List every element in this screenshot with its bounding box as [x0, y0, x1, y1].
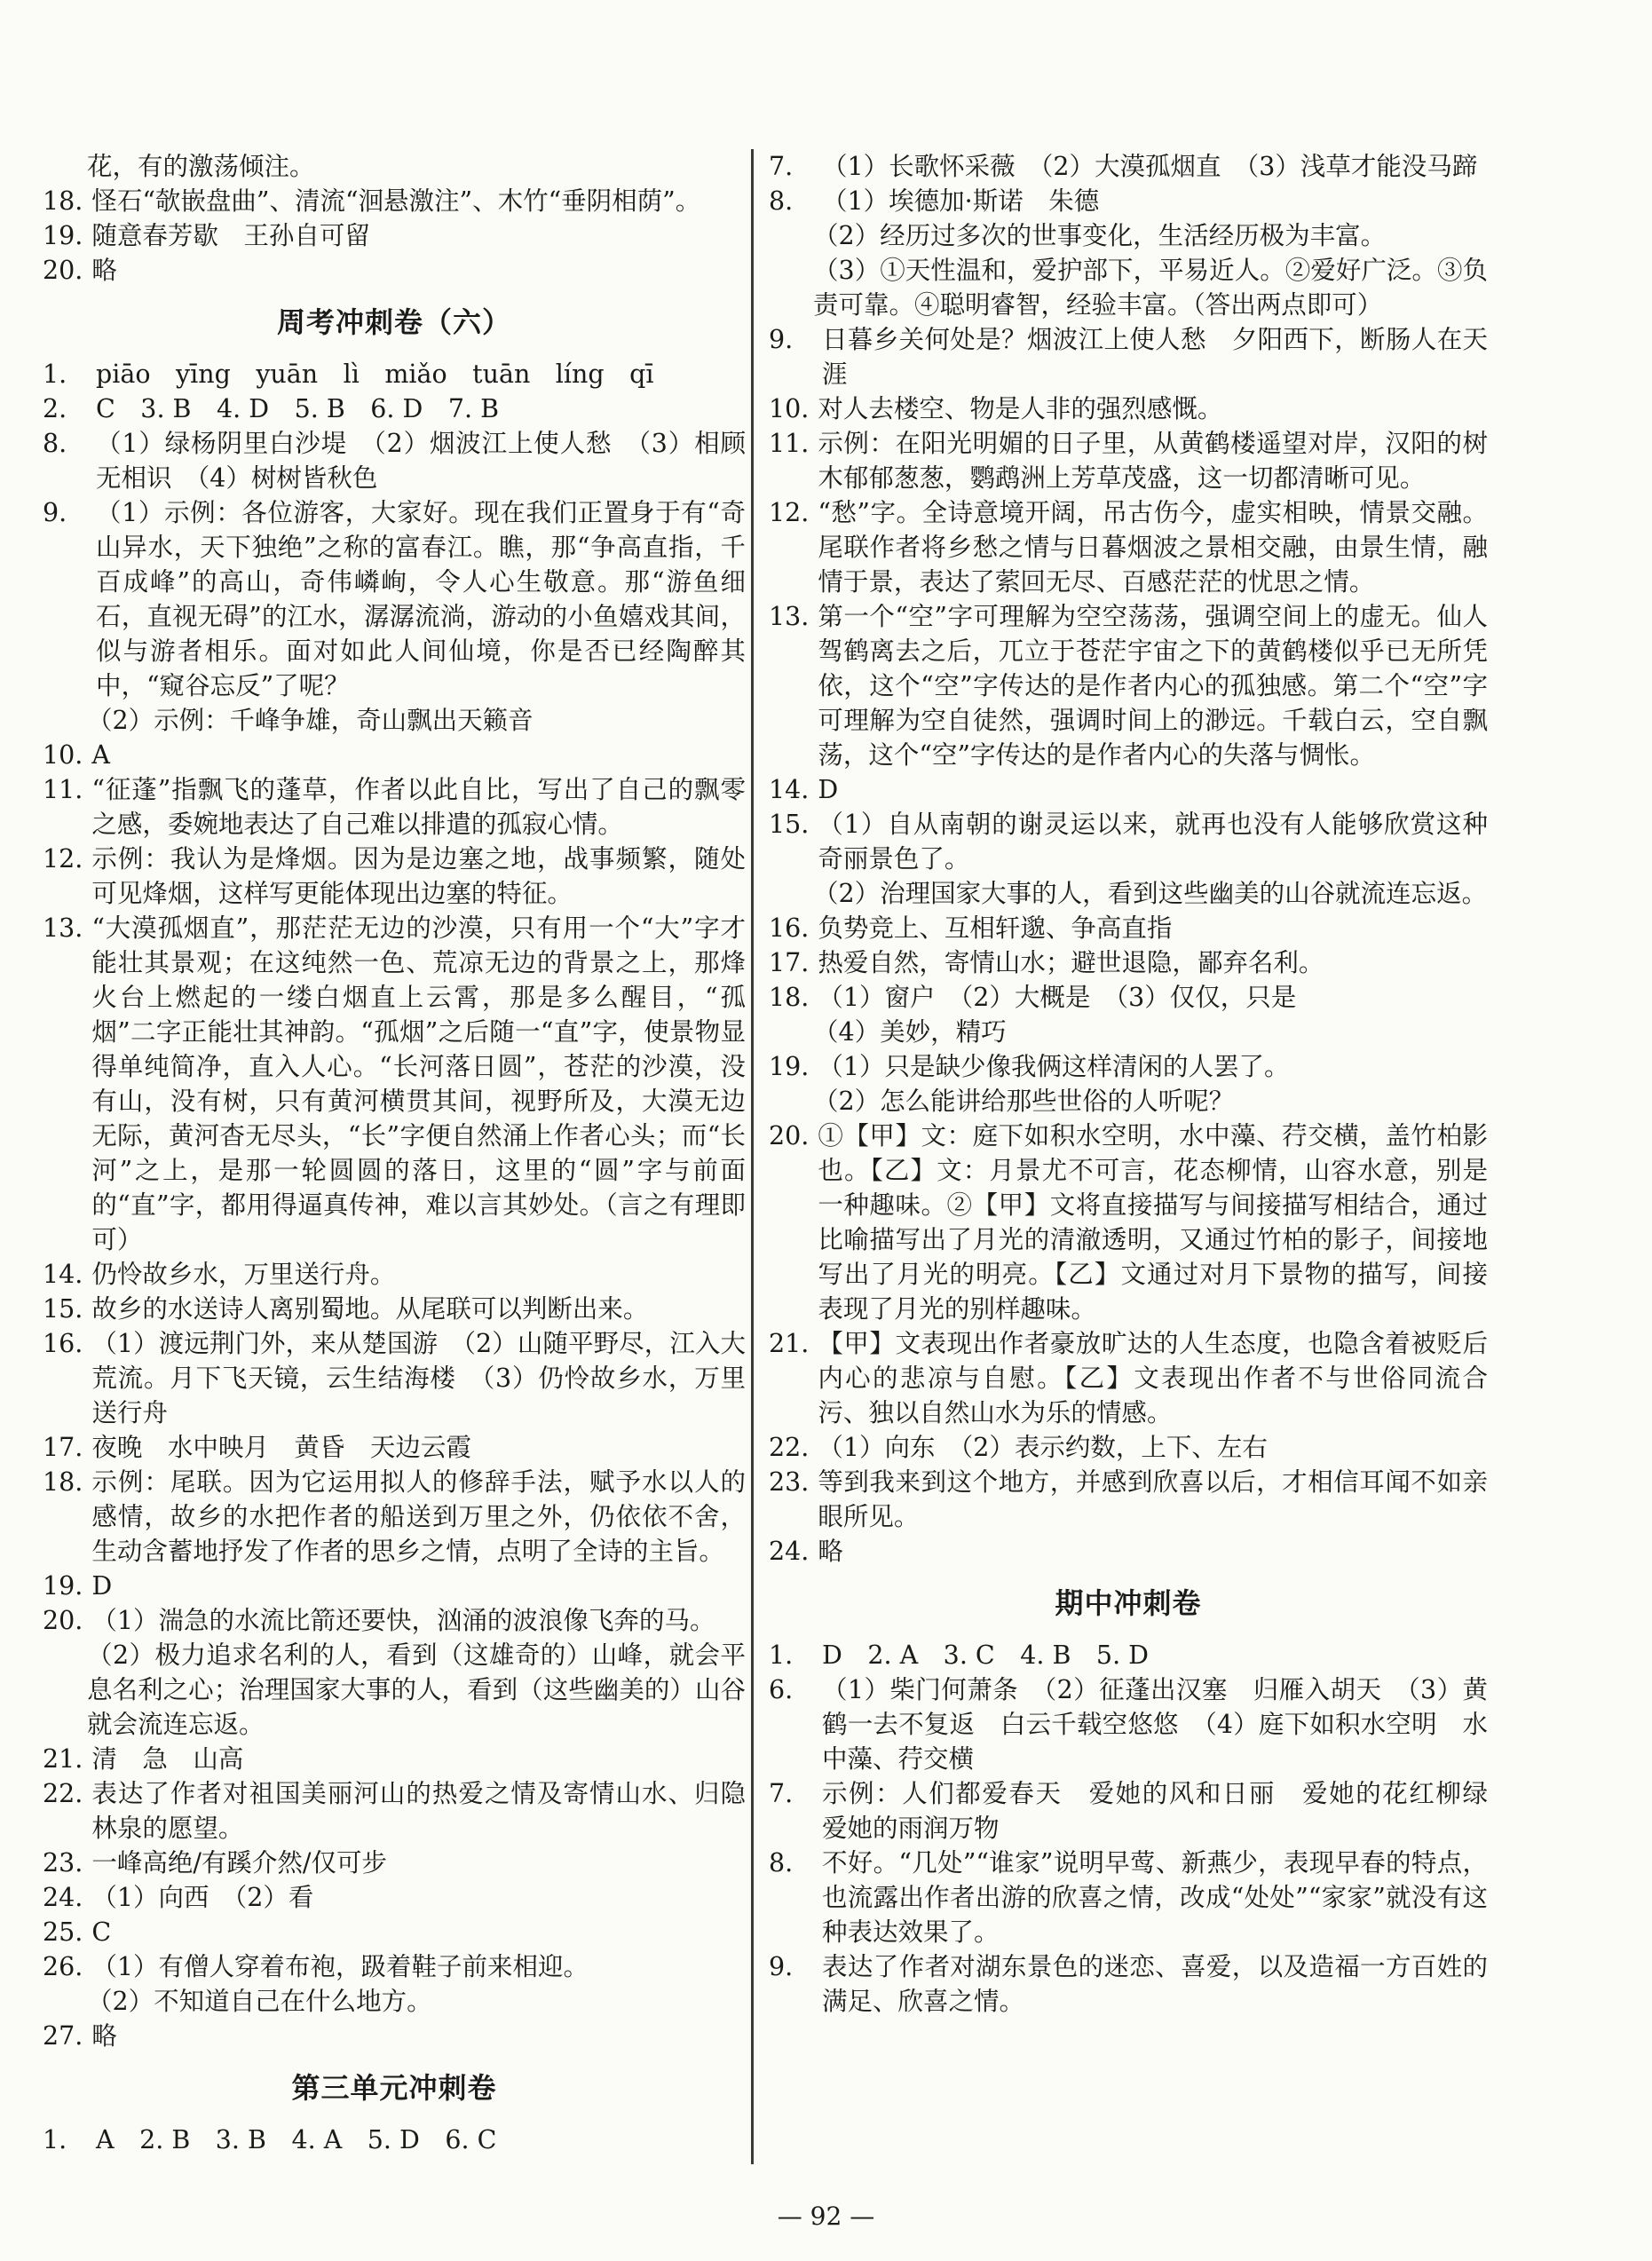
answer-item [769, 807, 1488, 876]
answer-number: 20. [43, 1606, 83, 1635]
answer-item [769, 1672, 1488, 1776]
answer-item [43, 842, 746, 911]
answer-text: 故乡的水送诗人离别蜀地。从尾联可以判断出来。 [91, 1294, 649, 1324]
answer-text: 仍怜故乡水，万里送行舟。 [91, 1260, 396, 1289]
answer-continuation: （2）示例：千峰争雄，奇山飘出天籁音 [87, 706, 534, 735]
answer-item [769, 1326, 1488, 1430]
answer-number: 7. [769, 1779, 794, 1808]
answer-number: 22. [769, 1433, 810, 1462]
answer-number: 20. [769, 1121, 810, 1150]
answer-number: 24. [769, 1537, 810, 1566]
answer-text: 负势竞上、互相轩邈、争高直指 [818, 913, 1173, 943]
answer-item [769, 1430, 1488, 1465]
answer-item [769, 391, 1488, 426]
answer-number: 6. [769, 1675, 794, 1704]
answer-number: 22. [43, 1779, 83, 1808]
answer-text: “愁”字。全诗意境开阔，吊古伤今，虚实相映，情景交融。尾联作者将乡愁之情与日暮烟波之景相交融，由景生情，融情于景，表达了萦回无尽、百感茫茫的忧思之情。 [818, 498, 1488, 597]
answer-text: （1）渡远荆门外，来从楚国游 （2）山随平野尽，江入大荒流。月下飞天镜，云生结海楼 （3）仍怜故乡水，万里送行舟 [91, 1329, 746, 1427]
page-number: — 92 — [777, 2202, 875, 2231]
answer-item [43, 218, 746, 253]
answer-text: 略 [818, 1537, 843, 1566]
section-title: 周考冲刺卷（六） [276, 305, 511, 339]
answer-text: 等到我来到这个地方，并感到欣喜以后，才相信耳闻不如亲眼所见。 [818, 1467, 1488, 1531]
answer-item [43, 1846, 746, 1880]
answer-number: 19. [43, 221, 83, 250]
answer-number: 1. [43, 360, 67, 389]
answer-item [769, 911, 1488, 945]
answer-item [43, 772, 746, 842]
answer-continuation: （2）治理国家大事的人，看到这些幽美的山谷就流连忘返。 [813, 879, 1488, 908]
answer-item [43, 391, 746, 426]
answer-text: C [91, 1917, 112, 1947]
answer-number: 25. [43, 1917, 83, 1947]
answer-item [43, 1569, 746, 1603]
answer-continuation: 花，有的激荡倾注。 [87, 152, 315, 181]
answer-number: 15. [43, 1294, 83, 1324]
answer-text: （1）示例：各位游客，大家好。现在我们正置身于有“奇山异水，天下独绝”之称的富春江。瞧，那“争高直指，千百成峰”的高山，奇伟嶙峋，令人心生敬意。那“游鱼细石，直视无碍”的江水，潺潺流淌，游动的小鱼嬉戏其间，似与游者相乐。面对如此人间仙境，你是否已经陶醉其中，“窥谷忘反”了呢？ [96, 498, 746, 700]
answer-number: 27. [43, 2021, 83, 2051]
answer-text: D 2. A 3. C 4. B 5. D [822, 1640, 1150, 1670]
answer-text: （1）绿杨阴里白沙堤 （2）烟波江上使人愁 （3）相顾无相识 （4）树树皆秋色 [96, 429, 746, 493]
section-title: 第三单元冲刺卷 [291, 2071, 497, 2105]
answer-continuation: （2）经历过多次的世事变化，生活经历极为丰富。 [813, 221, 1387, 250]
answer-item [43, 184, 746, 218]
answer-number: 8. [769, 186, 794, 216]
answer-text: （1）柴门何萧条 （2）征蓬出汉塞 归雁入胡天 （3）黄鹤一去不复返 白云千载空悠悠 （4）庭下如积水空明 水中藻、荇交横 [822, 1675, 1488, 1774]
answer-item [769, 772, 1488, 807]
answer-text: 怪石“欹嵌盘曲”、清流“洄悬激注”、木竹“垂阴相荫”。 [91, 186, 701, 216]
answer-text: 随意春芳歇 王孙自可留 [91, 221, 370, 250]
answer-item [43, 1292, 746, 1326]
answer-item [43, 911, 746, 1257]
answer-item [769, 1949, 1488, 2019]
answer-number: 23. [43, 1848, 83, 1878]
answer-item [43, 1742, 746, 1776]
answer-continuation: （3）①天性温和，爱护部下，平易近人。②爱好广泛。③负责可靠。④聪明睿智，经验丰富。（答出两点即可） [813, 256, 1488, 320]
answer-number: 9. [769, 325, 794, 354]
answer-item [769, 1846, 1488, 1949]
answer-number: 19. [769, 1052, 810, 1081]
answer-number: 8. [43, 429, 67, 458]
answer-item [43, 426, 746, 495]
answer-text: （1）长歌怀采薇 （2）大漠孤烟直 （3）浅草才能没马蹄 [822, 152, 1478, 181]
answer-text: 略 [91, 256, 117, 285]
answer-item [769, 1049, 1488, 1084]
answer-item [769, 1534, 1488, 1569]
answer-number: 17. [769, 948, 810, 977]
answer-item [43, 1326, 746, 1430]
answer-item [769, 184, 1488, 218]
answer-text: （1）向西 （2）看 [91, 1883, 314, 1912]
answer-number: 14. [769, 775, 810, 804]
answer-text: piāo yīng yuān lì miǎo tuān líng qī [96, 360, 654, 389]
answer-item [769, 1465, 1488, 1534]
answer-text: 清 急 山高 [91, 1744, 244, 1774]
answer-text: （1）自从南朝的谢灵运以来，就再也没有人能够欣赏这种奇丽景色了。 [818, 810, 1488, 874]
answer-text: A [91, 740, 110, 770]
answer-text: （1）只是缺少像我俩这样清闲的人罢了。 [818, 1052, 1290, 1081]
answer-number: 11. [769, 429, 810, 458]
column-divider [751, 149, 754, 2164]
answer-item [769, 945, 1488, 980]
answer-item [43, 1465, 746, 1569]
answer-item [43, 2019, 746, 2053]
answer-text: “征蓬”指飘飞的蓬草，作者以此自比，写出了自己的飘零之感，委婉地表达了自己难以排遣的孤寂心情。 [91, 775, 746, 839]
answer-continuation: （2）不知道自己在什么地方。 [87, 1987, 432, 2016]
answer-item [769, 495, 1488, 599]
section-title: 期中冲刺卷 [1055, 1586, 1202, 1620]
answer-item [769, 599, 1488, 772]
answer-item [769, 149, 1488, 184]
answer-number: 24. [43, 1883, 83, 1912]
answer-text: （1）窗户 （2）大概是 （3）仅仅，只是 [818, 983, 1297, 1012]
answer-number: 2. [43, 394, 67, 423]
answer-item [43, 2123, 746, 2157]
answer-text: 夜晚 水中映月 黄昏 天边云霞 [91, 1433, 471, 1462]
answer-text: 一峰高绝/有蹊介然/仅可步 [91, 1848, 388, 1878]
answer-number: 21. [769, 1329, 810, 1358]
answer-item [43, 1880, 746, 1915]
answer-text: （1）埃德加·斯诺 朱德 [822, 186, 1100, 216]
answer-text: C 3. B 4. D 5. B 6. D 7. B [96, 394, 500, 423]
answer-number: 1. [769, 1640, 794, 1670]
answer-number: 9. [769, 1952, 794, 1981]
answer-text: （1）有僧人穿着布袍，趿着鞋子前来相迎。 [91, 1952, 589, 1981]
answer-item [43, 1949, 746, 1984]
answer-item [43, 1430, 746, 1465]
answer-number: 10. [43, 740, 83, 770]
answer-number: 15. [769, 810, 810, 839]
answer-text: 示例：人们都爱春天 爱她的风和日丽 爱她的花红柳绿 爱她的雨润万物 [822, 1779, 1514, 1843]
answer-text: A 2. B 3. B 4. A 5. D 6. C [96, 2125, 497, 2154]
left-column [43, 149, 746, 2157]
answer-text: （1）湍急的水流比箭还要快，汹涌的波浪像飞奔的马。 [91, 1606, 715, 1635]
answer-item [43, 495, 746, 703]
answer-number: 19. [43, 1571, 83, 1601]
answer-number: 10. [769, 394, 810, 423]
answer-number: 16. [43, 1329, 83, 1358]
answer-number: 20. [43, 256, 83, 285]
answer-text: 日暮乡关何处是？烟波江上使人愁 夕阳西下，断肠人在天涯 [822, 325, 1488, 389]
answer-item [769, 322, 1488, 391]
answer-text: “大漠孤烟直”，那茫茫无边的沙漠，只有用一个“大”字才能壮其景观；在这纯然一色、荒凉无边的背景之上，那烽火台上燃起的一缕白烟直上云霄，那是多么醒目，“孤烟”二字正能壮其神韵。“孤烟”之后随一“直”字，使景物显得单纯简净，直入人心。“长河落日圆”，苍茫的沙漠，没有山，没有树，只有黄河横贯其间，视野所及，大漠无边无际，黄河杳无尽头，“长”字便自然涌上作者心头；而“长河”之上，是那一轮圆圆的落日，这里的“圆”字与前面的“直”字，都用得逼真传神，难以言其妙处。（言之有理即可） [91, 913, 746, 1254]
answer-item [43, 1257, 746, 1292]
answer-text: 示例：尾联。因为它运用拟人的修辞手法，赋予水以人的感情，故乡的水把作者的船送到万里之外，仍依依不舍，生动含蓄地抒发了作者的思乡之情，点明了全诗的主旨。 [91, 1467, 746, 1566]
answer-number: 18. [43, 186, 83, 216]
answer-continuation: （2）极力追求名利的人，看到（这雄奇的）山峰，就会平息名利之心；治理国家大事的人，看到（这些幽美的）山谷就会流连忘返。 [87, 1640, 746, 1739]
answer-number: 11. [43, 775, 83, 804]
answer-continuation: （2）怎么能讲给那些世俗的人听呢？ [813, 1087, 1235, 1116]
answer-item [43, 1776, 746, 1846]
answer-number: 18. [769, 983, 810, 1012]
answer-number: 1. [43, 2125, 67, 2154]
answer-text: 表达了作者对祖国美丽河山的热爱之情及寄情山水、归隐林泉的愿望。 [91, 1779, 746, 1843]
answer-text: 对人去楼空、物是人非的强烈感慨。 [818, 394, 1223, 423]
answer-text: 第一个“空”字可理解为空空荡荡，强调空间上的虚无。仙人驾鹤离去之后，兀立于苍茫宇宙之下的黄鹤楼似乎已无所凭依，这个“空”字传达的是作者内心的孤独感。第二个“空”字可理解为空自徒然，强调时间上的渺远。千载白云，空自飘荡，这个“空”字传达的是作者内心的失落与惆怅。 [818, 602, 1488, 770]
answer-item [769, 980, 1488, 1015]
answer-number: 23. [769, 1467, 810, 1497]
right-column [769, 149, 1514, 2019]
answer-item [43, 1603, 746, 1638]
answer-text: 热爱自然，寄情山水；避世退隐，鄙弃名利。 [818, 948, 1324, 977]
answer-item [769, 1776, 1514, 1846]
answer-number: 12. [769, 498, 810, 527]
answer-text: 示例：在阳光明媚的日子里，从黄鹤楼遥望对岸，汉阳的树木郁郁葱葱，鹦鹉洲上芳草茂盛，这一切都清晰可见。 [818, 429, 1488, 493]
answer-text: ①【甲】文：庭下如积水空明，水中藻、荇交横，盖竹柏影也。【乙】文：月景尤不可言，花态柳情，山容水意，别是一种趣味。②【甲】文将直接描写与间接描写相结合，通过比喻描写出了月光的清澈透明，又通过竹柏的影子，间接地写出了月光的明亮。【乙】文通过对月下景物的描写，间接表现了月光的别样趣味。 [818, 1121, 1488, 1324]
answer-item [769, 1638, 1488, 1672]
answer-item [43, 357, 746, 391]
answer-text: D [818, 775, 839, 804]
answer-number: 14. [43, 1260, 83, 1289]
answer-text: 【甲】文表现出作者豪放旷达的人生态度，也隐含着被贬后内心的悲凉与自慰。【乙】文表现出作者不与世俗同流合污、独以自然山水为乐的情感。 [818, 1329, 1488, 1427]
answer-item [43, 253, 746, 288]
answer-number: 21. [43, 1744, 83, 1774]
answer-number: 8. [769, 1848, 794, 1878]
answer-number: 17. [43, 1433, 83, 1462]
answer-number: 13. [43, 913, 83, 943]
answer-item [769, 1119, 1488, 1326]
answer-number: 18. [43, 1467, 83, 1497]
answer-number: 13. [769, 602, 810, 631]
answer-number: 16. [769, 913, 810, 943]
answer-number: 26. [43, 1952, 83, 1981]
answer-item [769, 426, 1488, 495]
answer-number: 7. [769, 152, 794, 181]
answer-number: 9. [43, 498, 67, 527]
answer-number: 12. [43, 844, 83, 874]
answer-text: 示例：我认为是烽烟。因为是边塞之地，战事频繁，随处可见烽烟，这样写更能体现出边塞的特征。 [91, 844, 746, 908]
answer-continuation: （4）美妙，精巧 [813, 1017, 1007, 1047]
answer-text: D [91, 1571, 113, 1601]
answer-text: 不好。“几处”“谁家”说明早莺、新燕少，表现早春的特点，也流露出作者出游的欣喜之情，改成“处处”“家家”就没有这种表达效果了。 [822, 1848, 1488, 1947]
answer-text: 表达了作者对湖东景色的迷恋、喜爱，以及造福一方百姓的满足、欣喜之情。 [822, 1952, 1488, 2016]
answer-item [43, 1915, 746, 1949]
answer-text: 略 [91, 2021, 117, 2051]
answer-item [43, 738, 746, 772]
answer-text: （1）向东 （2）表示约数，上下、左右 [818, 1433, 1268, 1462]
